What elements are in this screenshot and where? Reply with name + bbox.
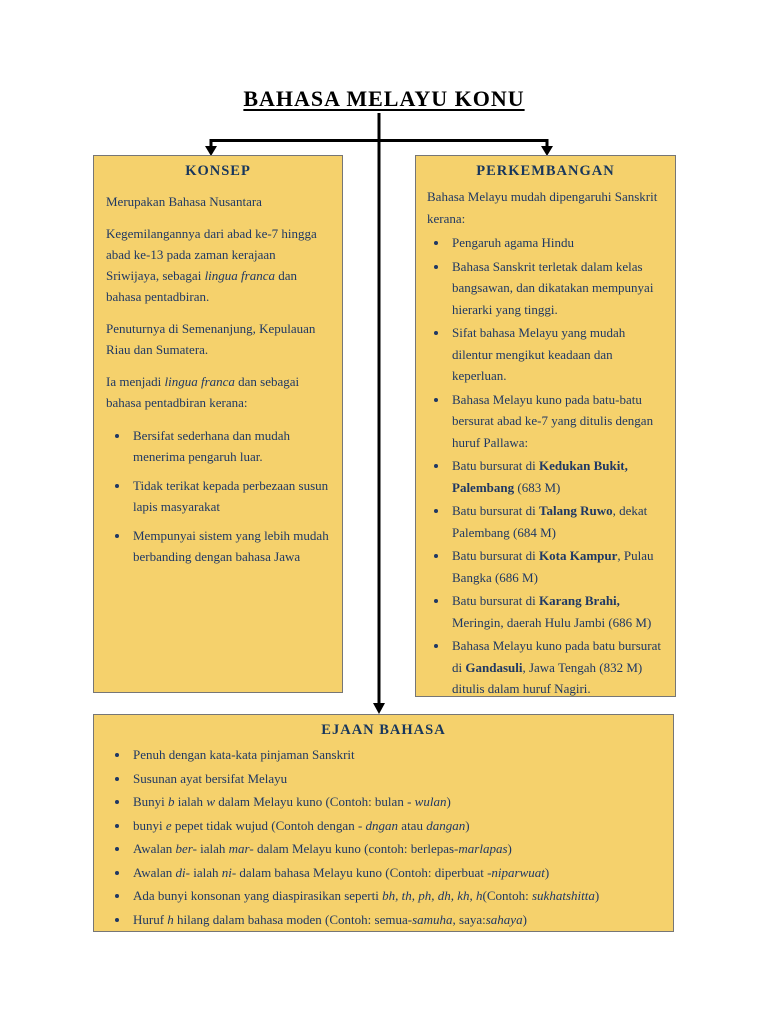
perkembangan-header: PERKEMBANGAN — [476, 163, 615, 179]
italic-text: ni- — [221, 864, 237, 880]
text-run: Bahasa Melayu kuno pada batu bursurat di — [452, 638, 662, 675]
text-run: Ia menjadi — [106, 374, 165, 389]
text-run: Penuh dengan kata-kata pinjaman Sanskrit — [133, 747, 355, 762]
text-run: atau — [398, 817, 427, 833]
italic-text: di- — [175, 864, 190, 880]
text-run: , Jawa Tengah (832 M) ditulis dalam huruf Nagiri. — [452, 659, 643, 696]
text-run: bunyi — [133, 817, 166, 833]
bold-text: Kota Kampur — [539, 548, 618, 563]
list-item — [130, 908, 661, 932]
text-run: dan sebagai bahasa pentadbiran kerana: — [106, 374, 300, 410]
italic-text: sahaya — [485, 911, 523, 927]
text-run: (Contoh: — [482, 888, 532, 903]
text-run: , Pulau Bangka (686 M) — [452, 548, 654, 585]
text-run: Kegemilangannya dari abad ke-7 hingga abad ke-13 pada zaman kerajaan Sriwijaya, sebagai — [106, 226, 317, 283]
italic-text: lingua franca — [164, 374, 235, 389]
perkembangan-bullet-list — [425, 232, 666, 700]
text-run: Batu bursurat di — [452, 503, 540, 518]
perkembangan-box — [415, 155, 676, 697]
italic-text: h — [167, 911, 174, 927]
text-run: Bunyi — [133, 794, 169, 809]
italic-text: bh, th, ph, dh, kh, h — [382, 888, 483, 903]
text-run: Bahasa Sanskrit terletak dalam kelas bangsawan, dan dikatakan mempunyai hierarki yang tinggi. — [452, 258, 654, 317]
text-run: Penuturnya di Semenanjung, Kepulauan Riau dan Sumatera. — [106, 321, 316, 357]
italic-text: dangan — [426, 817, 466, 833]
list-item — [130, 525, 332, 567]
text-run: hilang dalam bahasa moden (Contoh: semua- — [173, 911, 413, 927]
italic-text: b — [168, 794, 175, 809]
bold-text: Gandasuli — [465, 659, 523, 675]
paragraph — [106, 318, 330, 360]
list-item — [449, 500, 666, 543]
list-item — [130, 475, 332, 517]
text-run: Batu bursurat di — [452, 593, 540, 608]
text-run: dan bahasa pentadbiran. — [106, 268, 298, 304]
text-run: dalam Melayu kuno (Contoh: bulan - — [214, 794, 415, 809]
italic-text: e — [165, 817, 172, 833]
text-run: pepet tidak wujud (Contoh dengan - — [171, 817, 366, 833]
italic-text: niparwuat — [491, 864, 545, 880]
list-item — [449, 232, 666, 254]
text-run: dalam Melayu kuno (contoh: berlepas- — [253, 841, 459, 856]
konsep-bullet-list — [104, 425, 332, 567]
list-item — [130, 837, 661, 861]
text-run: Bersifat sederhana dan mudah menerima pengaruh luar. — [133, 428, 291, 464]
text-run: Bahasa Melayu kuno pada batu-batu bersurat abad ke-7 yang ditulis dengan huruf Pallawa: — [452, 391, 654, 450]
list-item — [130, 861, 661, 885]
list-item — [130, 790, 661, 814]
italic-text: ber- — [175, 841, 197, 856]
text-run: ) — [507, 841, 512, 856]
text-run: Susunan ayat bersifat Melayu — [133, 770, 288, 786]
text-run: , saya: — [452, 911, 486, 927]
text-run: Sifat bahasa Melayu yang mudah dilentur mengikut keadaan dan keperluan. — [452, 325, 626, 383]
text-run: Merupakan Bahasa Nusantara — [106, 194, 262, 209]
page-title: BAHASA MELAYU KONU — [243, 86, 525, 111]
text-run: ialah — [189, 864, 222, 880]
paragraph — [106, 371, 330, 413]
ejaan-bahasa-box — [93, 714, 674, 932]
list-item — [449, 389, 666, 454]
text-run: Awalan — [133, 841, 176, 856]
list-item — [449, 635, 666, 700]
text-run: ) — [446, 794, 451, 809]
ejaan-bullet-list — [106, 743, 661, 931]
italic-text: marlapas — [458, 841, 508, 856]
list-item — [449, 455, 666, 498]
konsep-box — [93, 155, 343, 693]
italic-text: lingua franca — [204, 268, 275, 283]
italic-text: mar- — [228, 841, 254, 856]
list-item — [449, 590, 666, 633]
list-item — [130, 743, 661, 767]
ejaan-header: EJAAN BAHASA — [321, 722, 446, 738]
italic-text: w — [206, 794, 215, 809]
konsep-paragraphs — [104, 191, 332, 413]
text-run: Batu bursurat di — [452, 458, 540, 473]
text-run: Mempunyai sistem yang lebih mudah berbanding dengan bahasa Jawa — [133, 528, 329, 564]
paragraph — [106, 191, 330, 212]
text-run: ialah — [174, 794, 207, 809]
italic-text: wulan — [414, 794, 447, 809]
text-run: , dekat Palembang (684 M) — [452, 503, 648, 540]
konsep-header: KONSEP — [185, 163, 251, 179]
list-item — [130, 814, 661, 838]
text-run: Ada bunyi konsonan yang diaspirasikan seperti — [133, 888, 383, 903]
text-run: ) — [522, 911, 527, 927]
text-run: (683 M) — [514, 479, 561, 495]
text-run: Meringin, daerah Hulu Jambi (686 M) — [452, 614, 652, 630]
paragraph — [106, 223, 330, 307]
list-item — [449, 545, 666, 588]
list-item — [449, 256, 666, 321]
italic-text: samuha — [412, 911, 453, 927]
arrowhead-bottom-icon — [373, 703, 385, 714]
bold-text: Talang Ruwo — [539, 503, 613, 518]
text-run: ialah — [196, 841, 229, 856]
text-run: Awalan — [133, 864, 176, 880]
list-item — [130, 425, 332, 467]
list-item — [130, 884, 661, 908]
bold-text: Karang Brahi, — [539, 593, 620, 608]
bold-text: Kedukan Bukit, Palembang — [452, 458, 628, 495]
italic-text: sukhatshitta — [532, 888, 595, 903]
perkembangan-intro — [427, 186, 664, 230]
text-run: Batu bursurat di — [452, 548, 540, 563]
text-run: Huruf — [133, 911, 168, 927]
text-run: ) — [594, 888, 600, 903]
text-run: ) — [544, 864, 550, 880]
text-run: ) — [465, 817, 470, 833]
text-run: Tidak terikat kepada perbezaan susun lapis masyarakat — [133, 478, 329, 514]
list-item — [449, 322, 666, 387]
list-item — [130, 767, 661, 791]
text-run: Pengaruh agama Hindu — [452, 235, 575, 250]
text-run: dalam bahasa Melayu kuno (Contoh: diperbuat - — [236, 864, 492, 880]
text-run: Bahasa Melayu mudah dipengaruhi Sanskrit kerana: — [427, 189, 658, 226]
italic-text: dngan — [365, 817, 399, 833]
